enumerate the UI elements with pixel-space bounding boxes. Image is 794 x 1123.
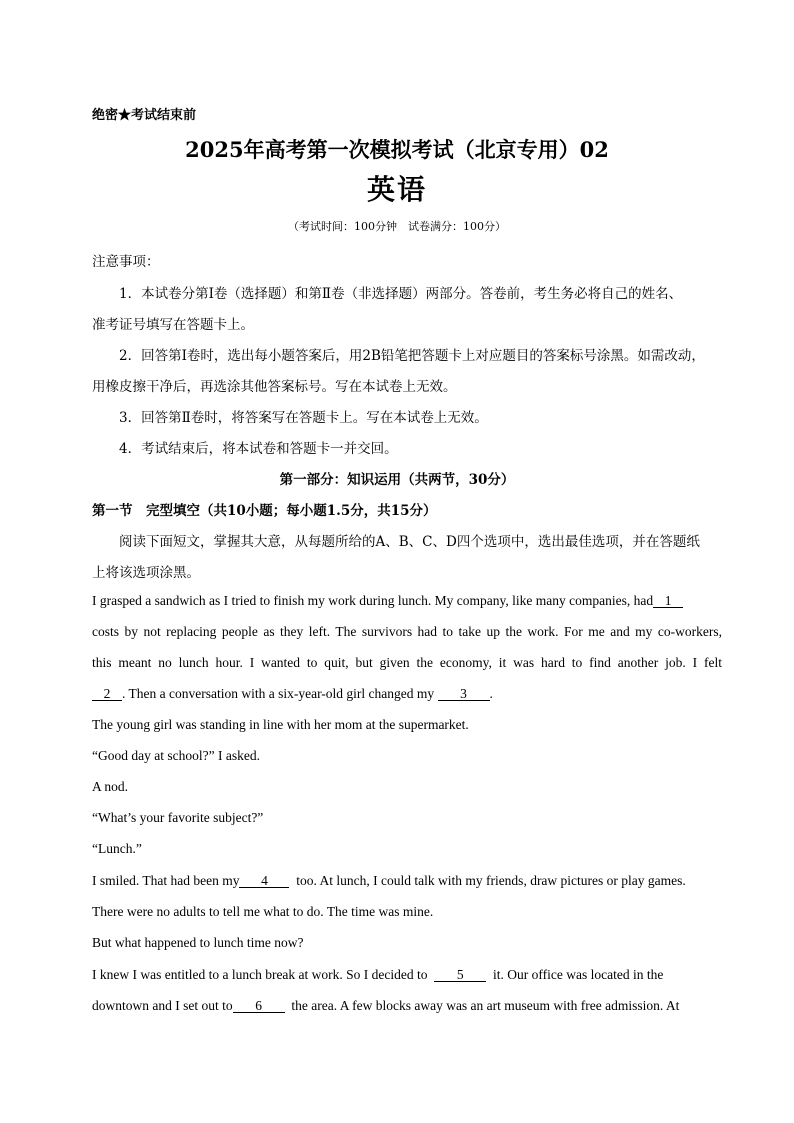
blank-3: 3 [438,687,490,701]
part-1-heading: 第一部分：知识运用（共两节，30分） [279,472,515,488]
notes-heading: 注意事项： [92,254,160,270]
note-item-4: 4．考试结束后，将本试卷和答题卡一并交回。 [119,441,398,457]
blank-1: 1 [653,594,683,608]
passage-line [92,593,683,609]
passage-text: I grasped a sandwich as I tried to finish my work during lunch. My company, like many companies, had [92,593,654,608]
passage-text: too. At lunch, I could talk with my friends, draw pictures or play games. [296,873,686,888]
passage-text: . [489,686,493,701]
passage-line [92,967,663,983]
passage-line [92,873,686,889]
blank-5: 5 [434,968,486,982]
note-item-3: 3．回答第Ⅱ卷时，将答案写在答题卡上。写在本试卷上无效。 [119,410,488,426]
passage-line: “What’s your favorite subject?” [92,810,264,825]
blank-2: 2 [92,687,122,701]
passage-text: . Then a conversation with a six-year-old girl changed my [122,686,435,701]
passage-text: the area. A few blocks away was an art museum with free admission. At [291,998,680,1013]
passage-line: this meant no lunch hour. I wanted to quit, but given the economy, it was hard to find another job. I felt [92,655,722,670]
instruction-line-1: 阅读下面短文，掌握其大意，从每题所给的A、B、C、D四个选项中，选出最佳选项，并在答题纸 [119,534,700,550]
blank-4: 4 [239,874,289,888]
note-item-1-line-2: 准考证号填写在答题卡上。 [92,317,254,333]
passage-line: A nod. [92,779,129,794]
subject-title: 英语 [366,173,427,206]
passage-line: “Good day at school?” I asked. [92,748,260,763]
passage-text: I smiled. That had been my [92,873,240,888]
exam-title: 2025年高考第一次模拟考试（北京专用）02 [185,137,609,162]
exam-duration: （考试时间：100分钟 试卷满分：100分） [288,220,506,233]
passage-line: There were no adults to tell me what to do. The time was mine. [92,904,434,919]
section-1-heading: 第一节 完型填空（共10小题；每小题1.5分，共15分） [92,503,437,519]
blank-6: 6 [233,999,285,1013]
note-item-1-line-1: 1．本试卷分第Ⅰ卷（选择题）和第Ⅱ卷（非选择题）两部分。答卷前，考生务必将自己的姓名、 [119,286,683,302]
passage-line: But what happened to lunch time now? [92,935,304,950]
passage-text: downtown and I set out to [92,998,233,1013]
note-item-2-line-2: 用橡皮擦干净后，再选涂其他答案标号。写在本试卷上无效。 [92,379,457,395]
instruction-line-2: 上将该选项涂黑。 [92,565,200,581]
secret-label: 绝密★考试结束前 [92,108,197,123]
passage-text: I knew I was entitled to a lunch break at work. So I decided to [92,967,428,982]
passage-text: it. Our office was located in the [493,967,664,982]
passage-line: The young girl was standing in line with her mom at the supermarket. [92,717,469,732]
passage-line: “Lunch.” [92,841,142,856]
passage-line: costs by not replacing people as they left. The survivors had to take up the work. For me and my co-workers, [92,624,722,639]
note-item-2-line-1: 2．回答第Ⅰ卷时，选出每小题答案后，用2B铅笔把答题卡上对应题目的答案标号涂黑。如需改动， [119,348,705,364]
passage-line [92,998,679,1014]
passage-line [92,686,493,702]
